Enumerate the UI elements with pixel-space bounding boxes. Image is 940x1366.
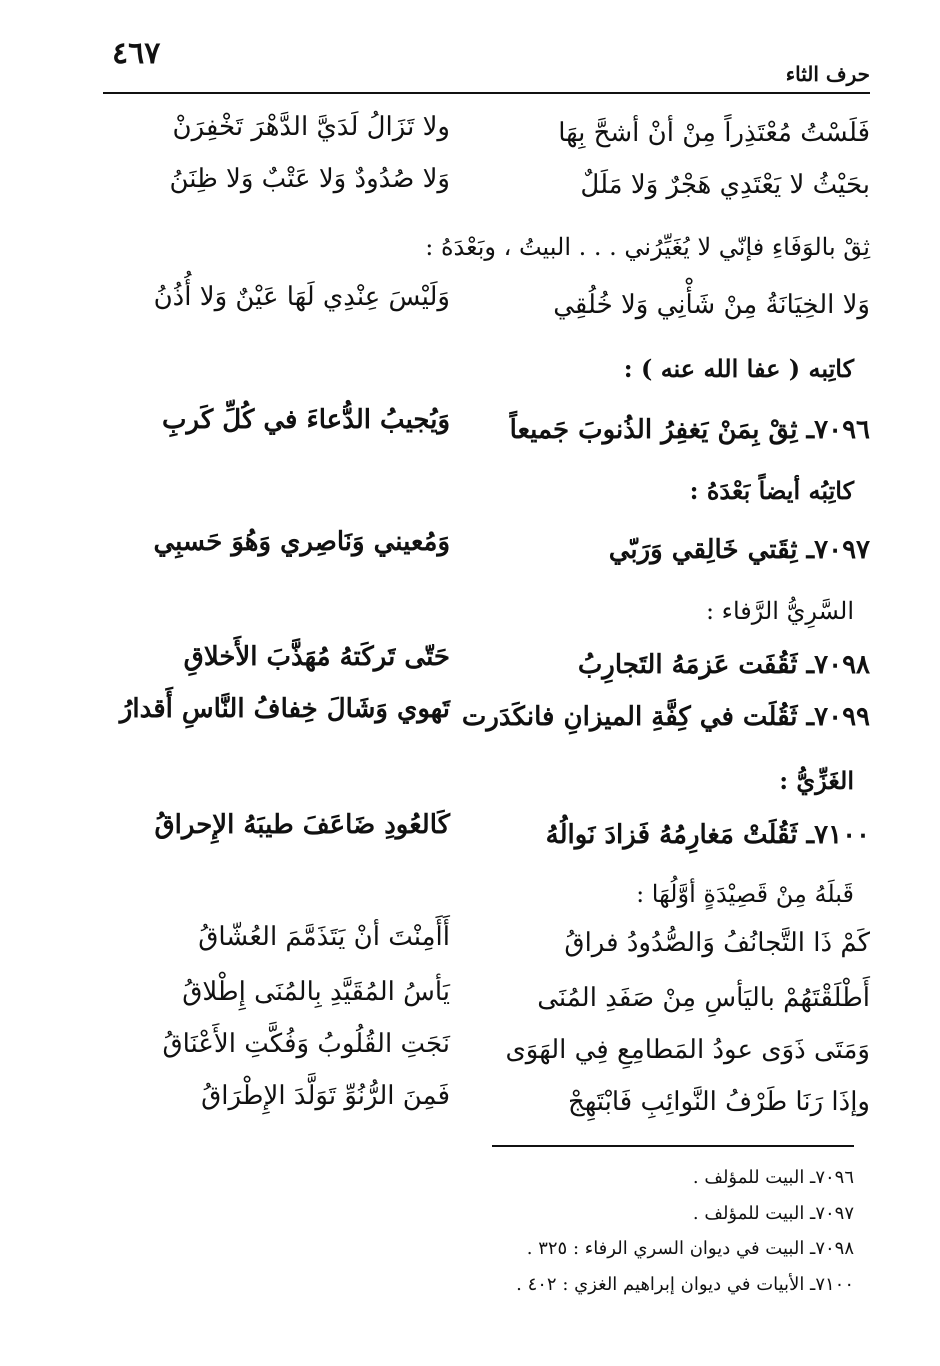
verse-hemistich-left: نَجَتِ القُلُوبُ وَفُكَّتِ الأَعْنَاقُ (162, 1029, 450, 1059)
verse-hemistich-left: وَيُجيبُ الدُّعاءَ في كُلِّ كَربِ (162, 405, 450, 435)
verse-hemistich-right: ٧١٠٠ـ ثَقُلَتْ مَغارِمُهُ فَزادَ نَوالُهُ (545, 820, 870, 850)
verse-hemistich-left: فَمِنَ الرُّنُوِّ تَوَلَّدَ الإِطْرَاقُ (201, 1081, 450, 1111)
verse-hemistich-left: تَهوي وَشَالَ خِفافُ النَّاسِ أَقدارُ (119, 694, 450, 724)
footnote: ٧١٠٠ـ الأبيات في ديوان إبراهيم الغزي : ٤٠٢ . (516, 1274, 854, 1295)
verse-hemistich-right: أَطْلَقْتَهُمْ باليَأسِ مِنْ صَفَدِ المُنَى (537, 983, 870, 1013)
verse-hemistich-right: كَمْ ذَا التَّجانُفُ وَالصُّدُودُ فراقُ (564, 928, 870, 958)
verse-hemistich-left: وَلَيْسَ عِنْدِي لَهَا عَيْنٌ وَلا أُذُنُ (153, 282, 450, 312)
verse-hemistich-left: ولا تَزَالُ لَدَيَّ الدَّهْرَ تَخْفِرَنْ (172, 112, 450, 142)
verse-hemistich-right: بحَيْثُ لا يَعْتَدِي هَجْرٌ وَلا مَلَلٌ (580, 170, 870, 200)
footnote: ٧٠٩٦ـ البيت للمؤلف . (692, 1167, 854, 1188)
verse-hemistich-right: ٧٠٩٧ـ ثِقَتي خَالِقي وَرَبّي (608, 535, 870, 565)
author-heading: الغَزِّيُّ : (779, 766, 854, 795)
author-heading: السَّرِيُّ الرَّفاء : (705, 597, 854, 625)
verse-hemistich-right: وإذَا رَنَا طَرْفُ النَّوائِبِ فَابْتَهِجْ (568, 1087, 870, 1117)
verse-hemistich-right: فَلَسْتُ مُعْتَذِراً مِنْ أنْ أشحَّ بِهَا (558, 118, 870, 148)
verse-hemistich-right: ٧٠٩٩ـ ثَقُلَت في كِفَّةِ الميزانِ فانكَدَرت (461, 702, 870, 732)
author-heading: كاتِبُه أيضاً بَعْدَهُ : (689, 476, 854, 505)
verse-hemistich-right: ٧٠٩٨ـ ثَقُفَت عَزمَهُ التَجارِبُ (577, 650, 870, 680)
chapter-title: حرف الثاء (785, 62, 870, 86)
verse-hemistich-right: ٧٠٩٦ـ ثِقْ بِمَنْ يَغفِرُ الذُنوبَ جَميعاً (509, 415, 870, 445)
verse-hemistich-left: حَتّى تَركَتهُ مُهَذَّبَ الأَخلاقِ (183, 642, 450, 672)
verse-hemistich-left: أَأَمِنْتَ أنْ يَتَذَمَّمَ العُشّاقُ (198, 922, 450, 952)
footnote: ٧٠٩٧ـ البيت للمؤلف . (692, 1203, 854, 1224)
footnote: ٧٠٩٨ـ البيت في ديوان السري الرفاء : ٣٢٥ . (526, 1238, 854, 1259)
header-divider (103, 92, 870, 94)
verse-hemistich-left: وَلا صُدُودٌ وَلا عَتْبٌ وَلا ظِنَنُ (169, 164, 450, 194)
verse-hemistich-left: كَالعُودِ ضَاعَفَ طيبَهُ الإِحراقُ (154, 810, 450, 840)
footnote-divider (492, 1145, 854, 1147)
verse-hemistich-right: وَلا الخِيَانَةُ مِنْ شَأْنِي وَلا خُلُقِي (553, 290, 870, 320)
prose-line: ثِقْ بالوَفَاءِ فإنّي لا يُغَيِّرُني . . . البيتُ ، وبَعْدَهُ : (425, 233, 870, 261)
page-number: ٤٦٧ (112, 36, 161, 71)
verse-hemistich-left: وَمُعيني وَنَاصِري وَهُوَ حَسبِي (153, 527, 450, 557)
verse-hemistich-left: يَأسُ المُقَيَّدِ بِالمُنَى إِطْلاقُ (182, 977, 450, 1007)
verse-hemistich-right: وَمَتَى ذَوَى عودُ المَطامِعِ فِي الهَوَى (505, 1035, 870, 1065)
author-heading: كاتِبه ( عفا الله عنه ) : (623, 354, 854, 383)
prose-line: قَبلَهُ مِنْ قَصِيْدَةٍ أوَّلُهَا : (636, 880, 854, 908)
